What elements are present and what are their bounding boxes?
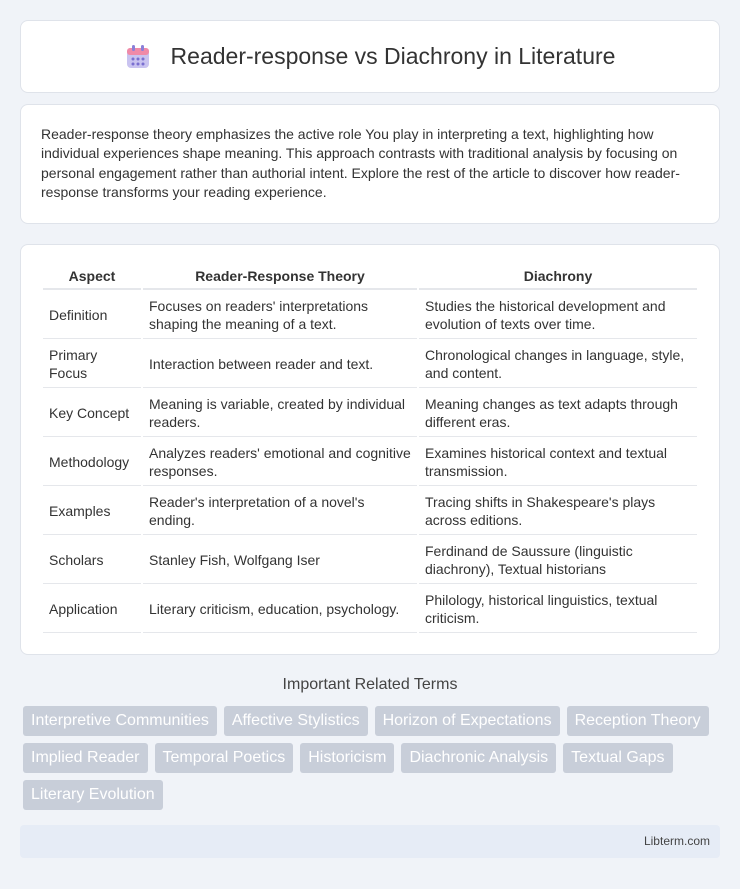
cell-diachrony: Meaning changes as text adapts through different eras.	[419, 390, 697, 437]
cell-aspect: Scholars	[43, 537, 141, 584]
cell-reader-response: Meaning is variable, created by individual readers.	[143, 390, 417, 437]
cell-diachrony: Ferdinand de Saussure (linguistic diachrony), Textual historians	[419, 537, 697, 584]
cell-aspect: Application	[43, 586, 141, 633]
cell-diachrony: Chronological changes in language, style, and content.	[419, 341, 697, 388]
cell-reader-response: Reader's interpretation of a novel's ending.	[143, 488, 417, 535]
calendar-icon	[125, 44, 151, 70]
table-row	[43, 292, 697, 339]
tag-historicism[interactable]: Historicism	[300, 743, 394, 773]
cell-diachrony: Studies the historical development and evolution of texts over time.	[419, 292, 697, 339]
cell-reader-response: Analyzes readers' emotional and cognitive responses.	[143, 439, 417, 486]
tag-implied-reader[interactable]: Implied Reader	[23, 743, 148, 773]
comparison-table	[41, 263, 699, 635]
cell-aspect: Primary Focus	[43, 341, 141, 388]
table-row	[43, 586, 697, 633]
intro-text: Reader-response theory emphasizes the active role You play in interpreting a text, highlighting how individual experiences shape meaning. This approach contrasts with traditional analysis by focusing on personal engagement rather than authorial intent. Explore the rest of the article to discover how reader-response transforms your reading experience.	[41, 126, 680, 201]
cell-aspect: Examples	[43, 488, 141, 535]
cell-diachrony: Examines historical context and textual transmission.	[419, 439, 697, 486]
tag-reception-theory[interactable]: Reception Theory	[567, 706, 709, 736]
table-row	[43, 439, 697, 486]
tag-textual-gaps[interactable]: Textual Gaps	[563, 743, 672, 773]
comparison-card	[20, 244, 720, 655]
cell-reader-response: Focuses on readers' interpretations shaping the meaning of a text.	[143, 292, 417, 339]
table-row	[43, 390, 697, 437]
page-title: Reader-response vs Diachrony in Literature	[170, 43, 616, 69]
table-row	[43, 341, 697, 388]
cell-aspect: Methodology	[43, 439, 141, 486]
tag-affective-stylistics[interactable]: Affective Stylistics	[224, 706, 368, 736]
cell-diachrony: Tracing shifts in Shakespeare's plays across editions.	[419, 488, 697, 535]
tag-diachronic-analysis[interactable]: Diachronic Analysis	[401, 743, 556, 773]
related-terms-title: Important Related Terms	[282, 676, 458, 693]
tag-literary-evolution[interactable]: Literary Evolution	[23, 780, 163, 810]
header-card	[20, 20, 720, 93]
footer	[20, 825, 720, 858]
related-terms-section	[20, 676, 720, 694]
intro-card	[20, 104, 720, 224]
cell-aspect: Definition	[43, 292, 141, 339]
cell-diachrony: Philology, historical linguistics, textual criticism.	[419, 586, 697, 633]
related-terms-tags	[23, 706, 723, 810]
cell-aspect: Key Concept	[43, 390, 141, 437]
cell-reader-response: Literary criticism, education, psychology.	[143, 586, 417, 633]
tag-horizon-of-expectations[interactable]: Horizon of Expectations	[375, 706, 560, 736]
tag-temporal-poetics[interactable]: Temporal Poetics	[155, 743, 294, 773]
header-reader-response: Reader-Response Theory	[143, 265, 417, 290]
footer-site-link[interactable]: Libterm.com	[643, 834, 710, 848]
table-row	[43, 537, 697, 584]
cell-reader-response: Stanley Fish, Wolfgang Iser	[143, 537, 417, 584]
header-aspect: Aspect	[43, 265, 141, 290]
header-diachrony: Diachrony	[419, 265, 697, 290]
table-header-row	[43, 265, 697, 290]
cell-reader-response: Interaction between reader and text.	[143, 341, 417, 388]
tag-interpretive-communities[interactable]: Interpretive Communities	[23, 706, 217, 736]
table-row	[43, 488, 697, 535]
